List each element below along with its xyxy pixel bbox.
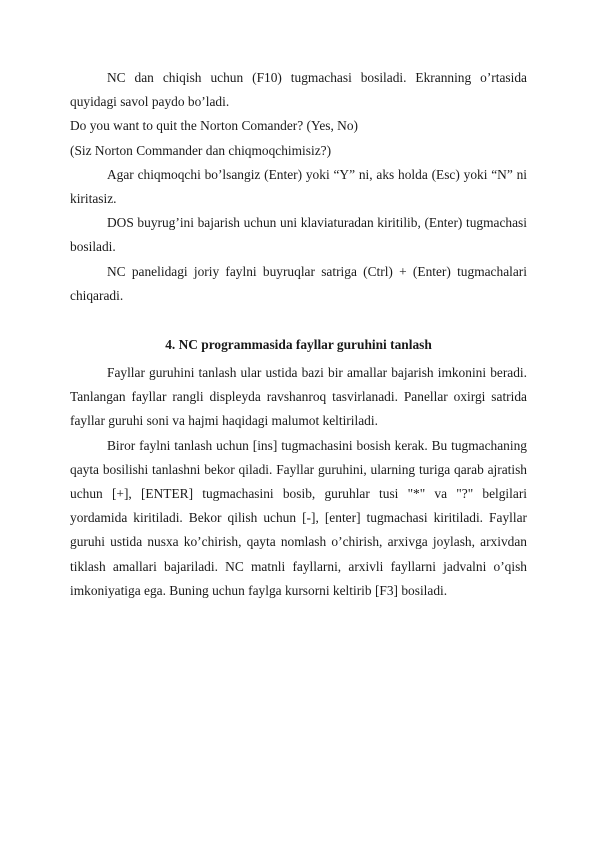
paragraph-quit-question: Do you want to quit the Norton Comander? (Yes, No) [70, 118, 358, 134]
paragraph-exit-nc: NC dan chiqish uchun (F10) tugmachasi bosiladi. Ekranning o’rtasida quyidagi savol paydo bo’ladi. [70, 70, 527, 110]
paragraph-group-select: Fayllar guruhini tanlash ular ustida bazi bir amallar bajarish imkonini beradi. Tanlangan fayllar rangli displeyda ravshanroq tasvirlanadi. Panellar oxirgi satrida fayllar guruhi soni va hajmi haqidagi malumot keltiriladi. [70, 365, 527, 429]
document-page [70, 66, 527, 603]
paragraph-confirm-keys: Agar chiqmoqchi bo’lsangiz (Enter) yoki “Y” ni, aks holda (Esc) yoki “N” ni kiritasiz. [70, 166, 527, 207]
section-heading: 4. NC programmasida fayllar guruhini tanlash [165, 337, 432, 353]
paragraph-ctrl-enter: NC panelidagi joriy faylni buyruqlar satriga (Ctrl) + (Enter) tugmachalari chiqaradi. [70, 263, 527, 303]
paragraph-dos-command: DOS buyrug’ini bajarish uchun uni klaviaturadan kiritilib, (Enter) tugmachasi bosiladi. [70, 215, 527, 255]
paragraph-quit-translation: (Siz Norton Commander dan chiqmoqchimisiz?) [70, 142, 332, 158]
paragraph-ins-key: Biror faylni tanlash uchun [ins] tugmachasini bosish kerak. Bu tugmachaning qayta bosilishi tanlashni bekor qiladi. Fayllar guruhini, ularning turiga qarab ajratish uchun [+], [ENTER] tugmachasini bosib, guruhlar tusi "*" va "?" belgilari yordamida kiritiladi. Bekor qilish uchun [-], [enter] tugmachasi kiritiladi. Fayllar guruhi ustida nusxa ko’chirish, qayta nomlash o’chirish, arxivga joylash, arxivdan tiklash amallari bajariladi. NC matnli fayllarni, arxivli fayllarni jadvalni o’qish imkoniyatiga ega. Buning uchun faylga kursorni keltirib [F3] bosiladi. [70, 437, 527, 598]
